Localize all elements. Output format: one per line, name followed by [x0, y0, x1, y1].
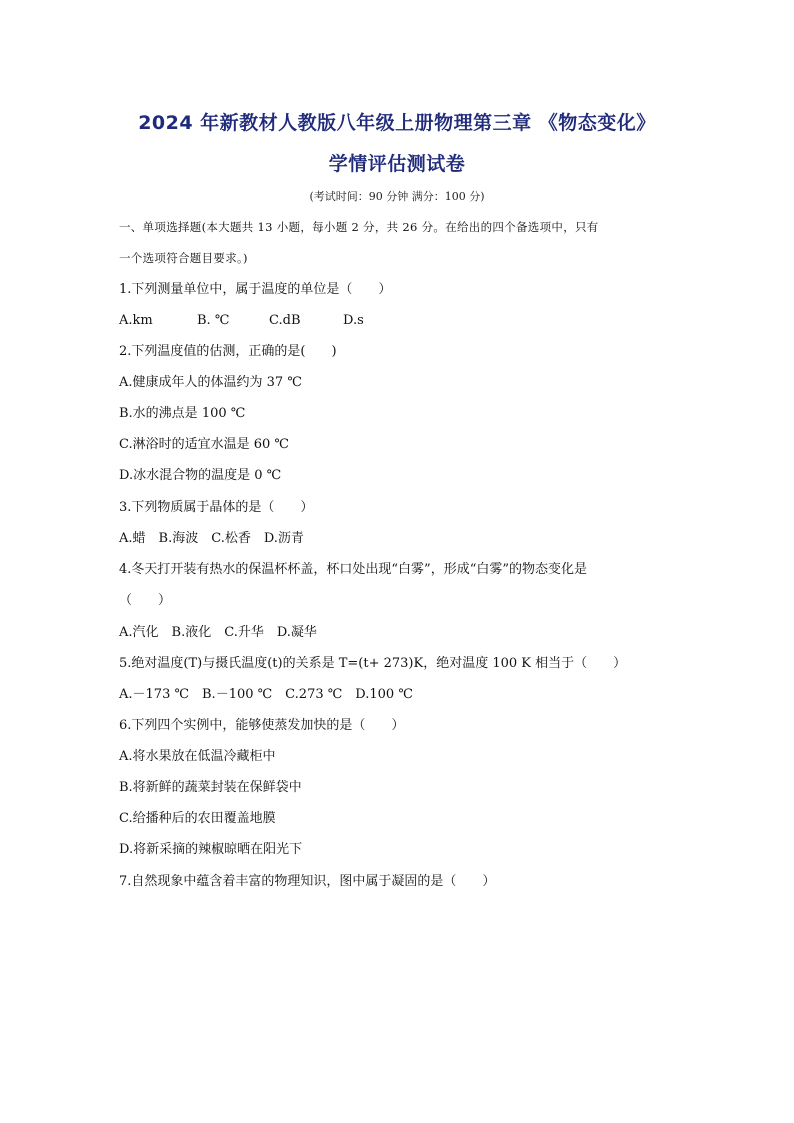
option-d: D.s — [343, 313, 364, 328]
page-title: 2024 年新教材人教版八年级上册物理第三章 《物态变化》 — [138, 112, 656, 134]
question-5-options: A.－173 ℃ B.－100 ℃ C.273 ℃ D.100 ℃ — [119, 687, 413, 702]
question-7-stem: 7.自然现象中蕴含着丰富的物理知识，图中属于凝固的是（ ） — [119, 874, 496, 889]
question-6-option-b: B.将新鲜的蔬菜封装在保鲜袋中 — [119, 780, 302, 795]
option-c: C.dB — [269, 313, 301, 328]
question-2-option-d: D.冰水混合物的温度是 0 ℃ — [119, 468, 282, 483]
question-4-options: A.汽化 B.液化 C.升华 D.凝华 — [119, 625, 317, 640]
question-4-stem: 4.冬天打开装有热水的保温杯杯盖，杯口处出现“白雾”，形成“白雾”的物态变化是 — [119, 562, 587, 577]
question-2-stem: 2.下列温度值的估测，正确的是( ) — [119, 344, 337, 359]
question-2-option-c: C.淋浴时的适宜水温是 60 ℃ — [119, 437, 289, 452]
question-4-stem-cont: （ ） — [119, 593, 172, 608]
option-b: B. ℃ — [197, 313, 230, 328]
question-6-stem: 6.下列四个实例中，能够使蒸发加快的是（ ） — [119, 718, 405, 733]
question-6-option-c: C.给播种后的农田覆盖地膜 — [119, 811, 276, 826]
question-1-stem: 1.下列测量单位中，属于温度的单位是（ ） — [119, 282, 392, 297]
question-2-option-b: B.水的沸点是 100 ℃ — [119, 406, 246, 421]
section-heading: 一、单项选择题(本大题共 13 小题，每小题 2 分，共 26 分。在给出的四个备选项中，只有 — [119, 220, 599, 234]
question-6-option-d: D.将新采摘的辣椒晾晒在阳光下 — [119, 842, 303, 857]
section-heading-cont: 一个选项符合题目要求。) — [119, 251, 248, 265]
question-6-option-a: A.将水果放在低温冷藏柜中 — [119, 749, 276, 764]
question-5-stem: 5.绝对温度(T)与摄氏温度(t)的关系是 T=(t+ 273)K，绝对温度 100 K 相当于（ ） — [119, 656, 627, 671]
exam-info: (考试时间：90 分钟 满分：100 分) — [309, 190, 485, 203]
question-3-options: A.蜡 B.海波 C.松香 D.沥青 — [119, 531, 304, 546]
question-2-option-a: A.健康成年人的体温约为 37 ℃ — [119, 375, 302, 390]
option-a: A.km — [119, 313, 153, 328]
question-3-stem: 3.下列物质属于晶体的是（ ） — [119, 500, 314, 515]
question-1-options — [119, 313, 364, 329]
page-subtitle: 学情评估测试卷 — [328, 153, 466, 175]
